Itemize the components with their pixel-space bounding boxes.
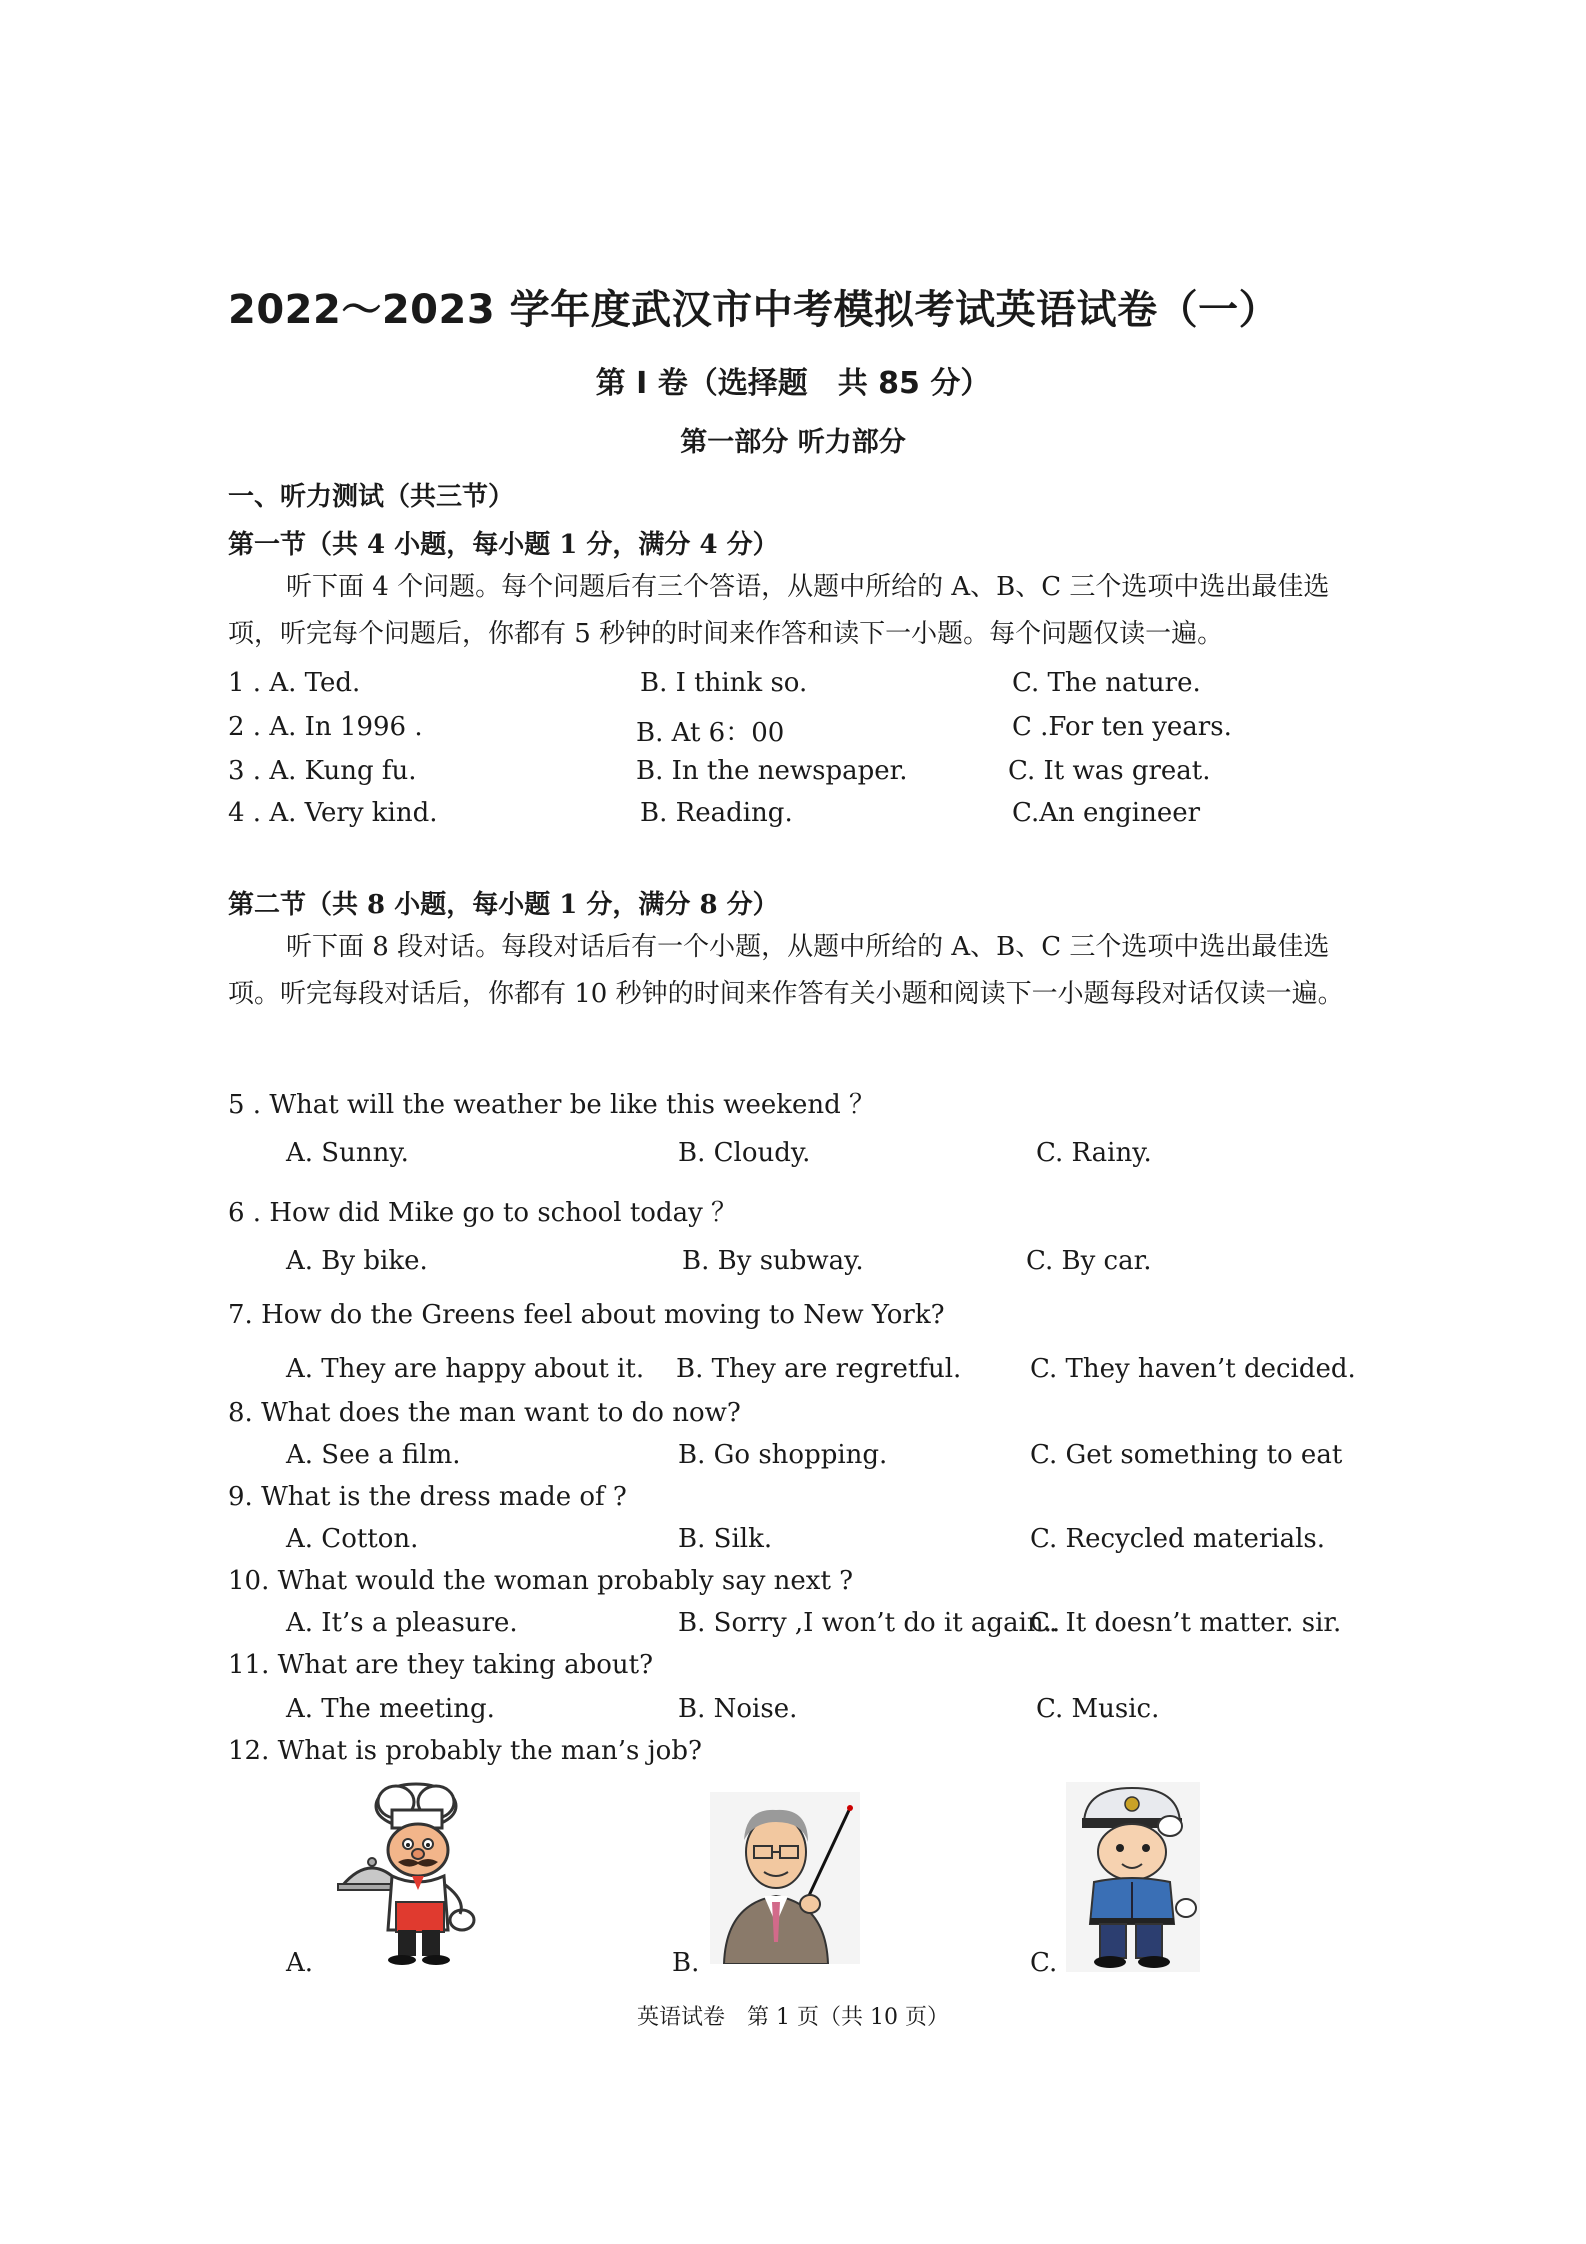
q2-option-b: B. At 6：00	[636, 718, 785, 748]
section-title: 一、听力测试（共三节）	[228, 482, 515, 512]
q4-option-a: 4 . A. Very kind.	[228, 798, 438, 828]
part-title: 第一部分 听力部分	[680, 427, 906, 458]
q5-question: 5 . What will the weather be like this weekend ？	[228, 1090, 876, 1120]
page-footer: 英语试卷 第 1 页（共 10 页）	[637, 2005, 949, 2030]
q6-question: 6 . How did Mike go to school today ？	[228, 1198, 738, 1228]
section2-heading: 第二节（共 8 小题，每小题 1 分，满分 8 分）	[228, 890, 779, 920]
section2-instructions: 听下面 8 段对话。每段对话后有一个小题，从题中所给的 A、B、C 三个选项中选出最佳选项。听完每段对话后，你都有 10 秒钟的时间来作答有关小题和阅读下一小题每段对话仅读一遍。	[228, 932, 1344, 1009]
q10-question: 10. What would the woman probably say next ?	[228, 1566, 854, 1596]
q5-option-c: C. Rainy.	[1036, 1138, 1152, 1168]
q12-question: 12. What is probably the man’s job?	[228, 1736, 702, 1766]
q6-option-c: C. By car.	[1026, 1246, 1152, 1276]
section1-instructions: 听下面 4 个问题。每个问题后有三个答语，从题中所给的 A、B、C 三个选项中选出最佳选项，听完每个问题后，你都有 5 秒钟的时间来作答和读下一小题。每个问题仅读一遍。	[228, 572, 1330, 649]
q3-option-c: C. It was great.	[1008, 756, 1211, 786]
q11-option-c: C. Music.	[1036, 1694, 1160, 1724]
police-officer-illustration	[1066, 1782, 1200, 1972]
q10-option-b: B. Sorry ,I won’t do it again..	[678, 1608, 1061, 1638]
q11-option-b: B. Noise.	[678, 1694, 798, 1724]
q8-option-c: C. Get something to eat	[1030, 1440, 1343, 1470]
q12-option-c: C.	[1030, 1948, 1058, 1978]
exam-title: 2022～2023 学年度武汉市中考模拟考试英语试卷（一）	[228, 287, 1280, 333]
section1-heading: 第一节（共 4 小题，每小题 1 分，满分 4 分）	[228, 530, 779, 560]
q3-option-a: 3 . A. Kung fu.	[228, 756, 417, 786]
q11-option-a: A. The meeting.	[286, 1694, 495, 1724]
q12-option-a: A.	[286, 1948, 314, 1978]
q8-option-a: A. See a film.	[286, 1440, 461, 1470]
q7-option-c: C. They haven’t decided.	[1030, 1354, 1356, 1384]
q2-option-c: C .For ten years.	[1012, 712, 1232, 742]
q5-option-b: B. Cloudy.	[678, 1138, 811, 1168]
q12-option-b: B.	[672, 1948, 700, 1978]
q1-option-b: B. I think so.	[640, 668, 808, 698]
q8-option-b: B. Go shopping.	[678, 1440, 888, 1470]
q6-option-a: A. By bike.	[286, 1246, 428, 1276]
q7-question: 7. How do the Greens feel about moving to New York?	[228, 1300, 945, 1330]
q9-option-c: C. Recycled materials.	[1030, 1524, 1326, 1554]
q5-option-a: A. Sunny.	[286, 1138, 409, 1168]
q11-question: 11. What are they taking about?	[228, 1650, 654, 1680]
q9-option-b: B. Silk.	[678, 1524, 773, 1554]
chef-illustration	[336, 1780, 492, 1966]
q6-option-b: B. By subway.	[682, 1246, 864, 1276]
teacher-illustration	[710, 1792, 860, 1964]
q9-question: 9. What is the dress made of ?	[228, 1482, 627, 1512]
q9-option-a: A. Cotton.	[286, 1524, 419, 1554]
q7-option-a: A. They are happy about it.	[286, 1354, 645, 1384]
q2-option-a: 2 . A. In 1996 .	[228, 712, 423, 742]
q4-option-b: B. Reading.	[640, 798, 793, 828]
q1-option-a: 1 . A. Ted.	[228, 668, 361, 698]
q10-option-c: C. It doesn’t matter. sir.	[1030, 1608, 1342, 1638]
volume-title: 第 I 卷（选择题 共 85 分）	[595, 366, 991, 401]
q3-option-b: B. In the newspaper.	[636, 756, 908, 786]
q10-option-a: A. It’s a pleasure.	[286, 1608, 518, 1638]
q4-option-c: C.An engineer	[1012, 798, 1201, 828]
q8-question: 8. What does the man want to do now?	[228, 1398, 741, 1428]
q7-option-b: B. They are regretful.	[676, 1354, 962, 1384]
q1-option-c: C. The nature.	[1012, 668, 1201, 698]
